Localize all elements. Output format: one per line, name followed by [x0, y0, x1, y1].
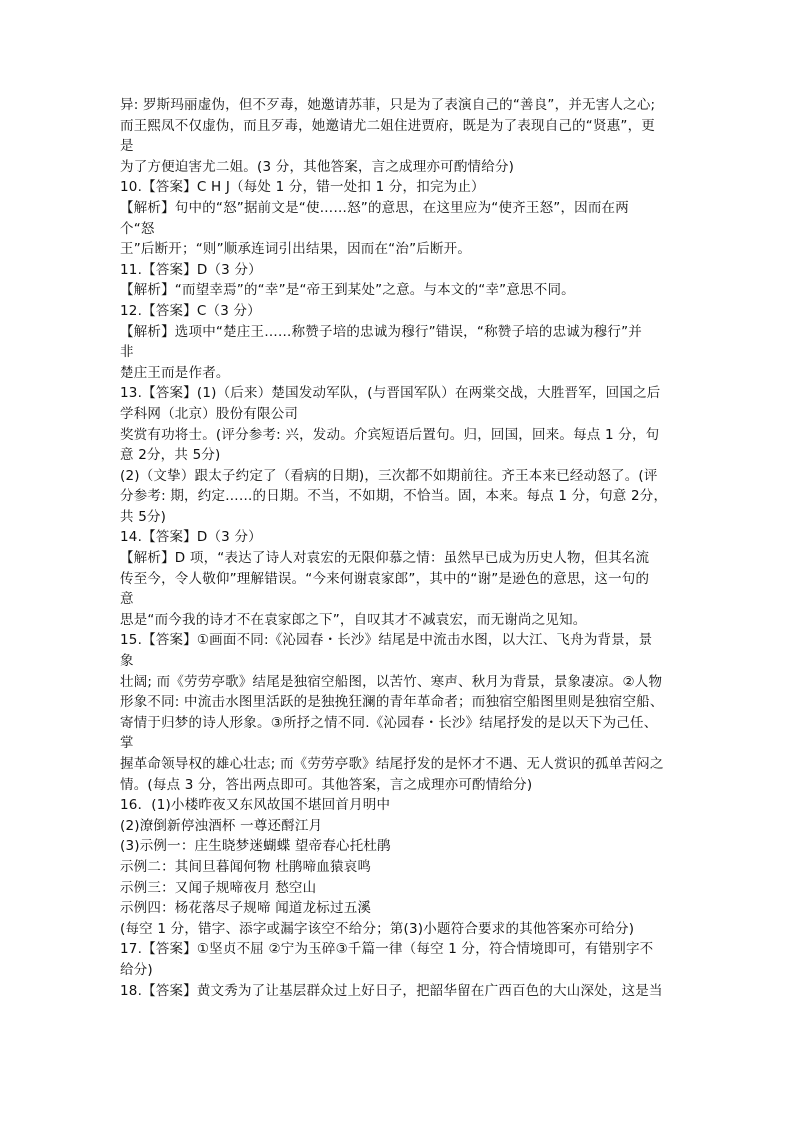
text-line: 壮阔; 而《劳劳亭歌》结尾是独宿空船图，以苦竹、寒声、秋月为背景，景象凄凉。②人物 — [120, 673, 663, 690]
text-line: 【解析】“而望幸焉”的“幸”是“帝王到某处”之意。与本文的“幸”意思不同。 — [120, 282, 575, 299]
answer-11: 11.【答案】D（3 分） — [120, 261, 262, 278]
text-line: 掌 — [120, 735, 134, 752]
text-line: 形象不同: 中流击水图里活跃的是独挽狂澜的青年革命者；而独宿空船图里则是独宿空船、 — [120, 694, 664, 711]
text-line: 给分) — [120, 961, 153, 978]
text-line: 【解析】选项中“楚庄王……称赞子培的忠诚为穆行”错误，“称赞子培的忠诚为穆行”并 — [120, 323, 642, 340]
text-line: 寄情于归梦的诗人形象。③所抒之情不同.《沁园春・长沙》结尾抒发的是以天下为己任、 — [120, 714, 658, 731]
text-line: 示例三：又闻子规啼夜月 愁空山 — [120, 879, 317, 896]
answer-13: 13.【答案】(1)（后来）楚国发动军队，(与晋国军队）在两棠交战，大胜晋军，回国之后 — [120, 385, 661, 402]
text-line: 意 — [120, 591, 134, 608]
text-line: 【解析】D 项，“表达了诗人对袁宏的无限仰慕之情：虽然早已成为历史人物，但其名流 — [120, 550, 650, 567]
text-line: 非 — [120, 344, 134, 361]
text-line: 意 2分，共 5分) — [120, 447, 221, 464]
answer-12: 12.【答案】C（3 分） — [120, 302, 261, 319]
text-line: 握革命领导权的雄心壮志; 而《劳劳亭歌》结尾抒发的是怀才不遇、无人赏识的孤单苦闷之 — [120, 756, 664, 772]
text-line: 楚庄王而是作者。 — [120, 364, 230, 381]
text-line: 传至今，令人敬仰”理解错误。“今来何谢袁家郎”，其中的“谢”是逊色的意思，这一句的 — [120, 570, 650, 587]
text-line: 王”后断开；“则”顺承连词引出结果，因而在“治”后断开。 — [120, 241, 472, 258]
text-line: 象 — [120, 653, 134, 670]
answer-key-text — [120, 95, 680, 1001]
text-line: 奖赏有功将士。(评分参考: 兴，发动。介宾短语后置句。归，回国，回来。每点 1 分，句 — [120, 426, 660, 443]
text-line: (每空 1 分，错字、添字或漏字该空不给分；第(3)小题符合要求的其他答案亦可给分) — [120, 920, 635, 937]
text-line: (2)潦倒新停浊酒杯 一尊还酹江月 — [120, 817, 323, 834]
text-line: 是 — [120, 138, 134, 155]
text-line: (3)示例一：庄生晓梦迷蝴蝶 望帝春心托杜鹃 — [120, 838, 391, 855]
answer-14: 14.【答案】D（3 分） — [120, 529, 262, 546]
answer-16: 16．(1)小楼昨夜又东风故国不堪回首月明中 — [120, 797, 391, 814]
answer-15: 15.【答案】①画面不同:《沁园春・长沙》结尾是中流击水图，以大江、飞舟为背景，景 — [120, 632, 653, 649]
text-line: 【解析】句中的“怒”据前文是“使……怒”的意思，在这里应为“使齐王怒”，因而在两 — [120, 199, 629, 216]
text-line: 共 5分) — [120, 508, 167, 525]
answer-18: 18.【答案】黄文秀为了让基层群众过上好日子，把韶华留在广西百色的大山深处，这是当 — [120, 982, 663, 999]
text-line: (2)（文挚）跟太子约定了（看病的日期)，三次都不如期前往。齐王本来已经动怒了。(评 — [120, 467, 658, 484]
text-line: 思是“而今我的诗才不在袁家郎之下”，自叹其才不减袁宏，而无谢尚之见知。 — [120, 611, 587, 628]
text-line: 情。(每点 3 分，答出两点即可。其他答案，言之成理亦可酌情给分) — [120, 776, 533, 793]
text-line: 示例二：其间旦暮闻何物 杜鹃啼血猿哀鸣 — [120, 858, 372, 875]
text-line: 个“怒 — [120, 220, 155, 237]
answer-17: 17.【答案】①坚贞不屈 ②宁为玉碎③千篇一律（每空 1 分，符合情境即可，有错别字不 — [120, 941, 654, 958]
text-line: 示例四：杨花落尽子规啼 闻道龙标过五溪 — [120, 900, 372, 917]
text-line: 而王熙凤不仅虚伪，而且歹毒，她邀请尤二姐住进贾府，既是为了表现自己的“贤惠”，更 — [120, 117, 655, 134]
watermark-text: 学科网（北京）股份有限公司 — [120, 405, 299, 422]
text-line: 为了方便迫害尤二姐。(3 分，其他答案，言之成理亦可酌情给分) — [120, 158, 515, 175]
text-line: 异: 罗斯玛丽虚伪，但不歹毒，她邀请苏菲，只是为了表演自己的“善良”，并无害人之心; — [120, 97, 656, 113]
text-line: 分参考: 期，约定……的日期。不当，不如期，不恰当。固，本来。每点 1 分，句意 2分， — [120, 488, 668, 505]
answer-10: 10.【答案】C H J（每处 1 分，错一处扣 1 分，扣完为止） — [120, 179, 485, 196]
